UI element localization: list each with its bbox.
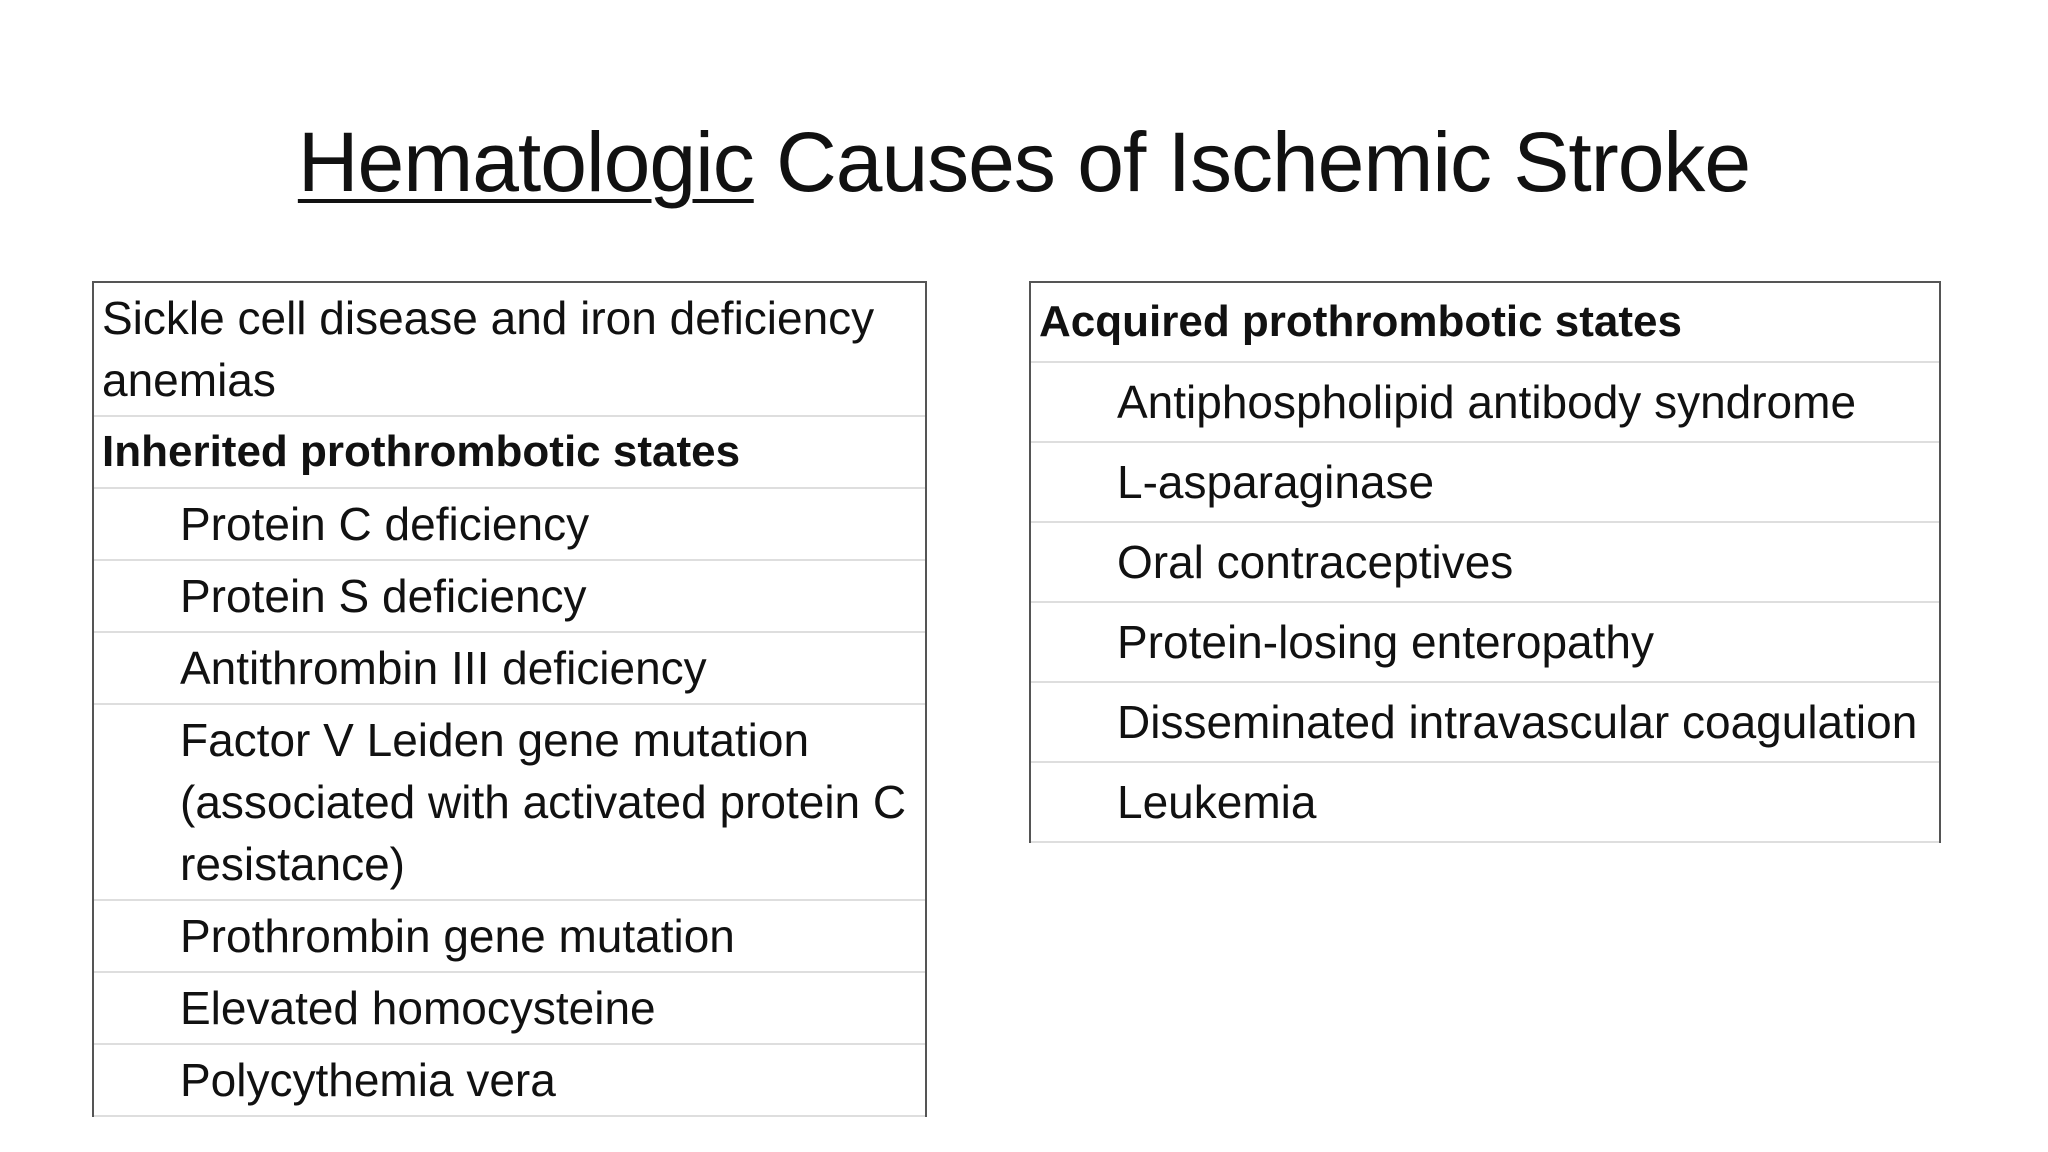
slide-title-underlined: Hematologic: [297, 115, 754, 209]
table-row: Protein S deficiency: [94, 561, 925, 633]
table-row: Prothrombin gene mutation: [94, 901, 925, 973]
table-row: Elevated homocysteine: [94, 973, 925, 1045]
table-row: Antiphospholipid antibody syndrome: [1031, 363, 1939, 443]
table-row: Sickle cell disease and iron deficiency anemias: [94, 283, 925, 417]
table-row: L-asparaginase: [1031, 443, 1939, 523]
table-row: Polycythemia vera: [94, 1045, 925, 1117]
table-row: Protein C deficiency: [94, 489, 925, 561]
table-row: Oral contraceptives: [1031, 523, 1939, 603]
table-row-heading: Inherited prothrombotic states: [94, 417, 925, 489]
table-row: Protein-losing enteropathy: [1031, 603, 1939, 683]
slide-title: [0, 112, 2048, 212]
acquired-causes-table: [1029, 281, 1941, 843]
table-row: Factor V Leiden gene mutation (associated with activated protein C resistance): [94, 705, 925, 901]
inherited-causes-table: [92, 281, 927, 1117]
table-row: Leukemia: [1031, 763, 1939, 843]
table-row: Disseminated intravascular coagulation: [1031, 683, 1939, 763]
table-row-heading: Acquired prothrombotic states: [1031, 283, 1939, 363]
slide-title-rest: Causes of Ischemic Stroke: [753, 115, 1751, 209]
table-row: Antithrombin III deficiency: [94, 633, 925, 705]
